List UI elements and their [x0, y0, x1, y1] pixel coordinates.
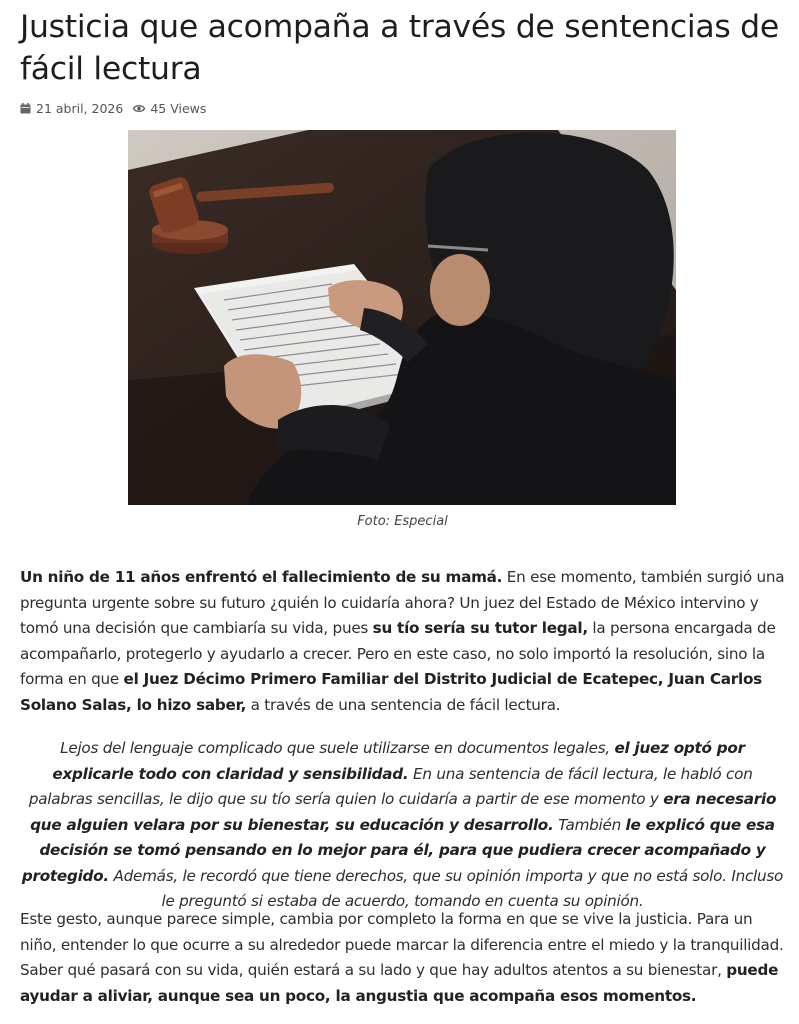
p1-bold-3: el Juez Décimo Primero Familiar del Distrito Judicial de Ecatepec, Juan Carlos Solano Salas, lo hizo saber, [20, 670, 762, 714]
paragraph-1 [20, 565, 785, 718]
p1-text-3: a través de una sentencia de fácil lectura. [246, 695, 561, 714]
eye-icon [133, 104, 145, 113]
image-caption: Foto: Especial [357, 514, 448, 529]
p2-bold-3: le explicó que esa decisión se tomó pensando en lo mejor para él, para que pudiera crecer acompañado y protegido. [21, 815, 775, 885]
article-image [128, 130, 676, 505]
publish-date: 21 abril, 2026 [36, 100, 124, 116]
p1-text-1: En ese momento, también surgió una pregunta urgente sobre su futuro ¿quién lo cuidaría ahora? Un juez del Estado de México intervino y tomó una decisión que cambiaría su vida, pues [20, 568, 785, 637]
article-meta [20, 99, 216, 117]
paragraph-3 [20, 907, 785, 1009]
view-count: 45 Views [150, 100, 207, 116]
p1-bold-1: Un niño de 11 años enfrentó el fallecimiento de su mamá. [20, 568, 503, 586]
p2-bold-1: el juez optó por explicarle todo con claridad y sensibilidad. [52, 739, 745, 783]
paragraph-2-quote [20, 736, 785, 915]
p3-text-1: Este gesto, aunque parece simple, cambia por completo la forma en que se vive la justicia. Para un niño, entender lo que ocurre a su alrededor puede marcar la diferencia entre el miedo y la tranquilidad. Saber qué pasará con su vida, quién estará a su lado y que hay adultos atentos a su bienestar, [20, 910, 784, 979]
p1-bold-2: su tío sería su tutor legal, [372, 619, 588, 637]
article-photo [128, 130, 676, 505]
calendar-icon [20, 103, 31, 114]
p3-bold-1: puede ayudar a aliviar, aunque sea un poco, la angustia que acompaña esos momentos. [20, 961, 779, 1005]
p1-text-2: la persona encargada de acompañarlo, protegerlo y ayudarlo a crecer. Pero en este caso, no solo importó la resolución, sino la forma en que [20, 619, 776, 688]
p2-bold-2: era necesario que alguien velara por su bienestar, su educación y desarrollo. [30, 790, 777, 834]
p2-text-1: Lejos del lenguaje complicado que suele utilizarse en documentos legales, [60, 739, 615, 757]
article-title: Justicia que acompaña a través de sentencias de fácil lectura [20, 9, 779, 87]
p2-text-4: Además, le recordó que tiene derechos, que su opinión importa y que no está solo. Incluso le preguntó si estaba de acuerdo, tomando en cuenta su opinión. [108, 866, 784, 910]
date-meta [20, 101, 123, 116]
p2-text-3: También [553, 815, 626, 834]
p2-text-2: En una sentencia de fácil lectura, le habló con palabras sencillas, le dijo que su tío sería quien lo cuidaría a partir de ese momento y [28, 764, 753, 808]
views-meta [133, 101, 206, 116]
